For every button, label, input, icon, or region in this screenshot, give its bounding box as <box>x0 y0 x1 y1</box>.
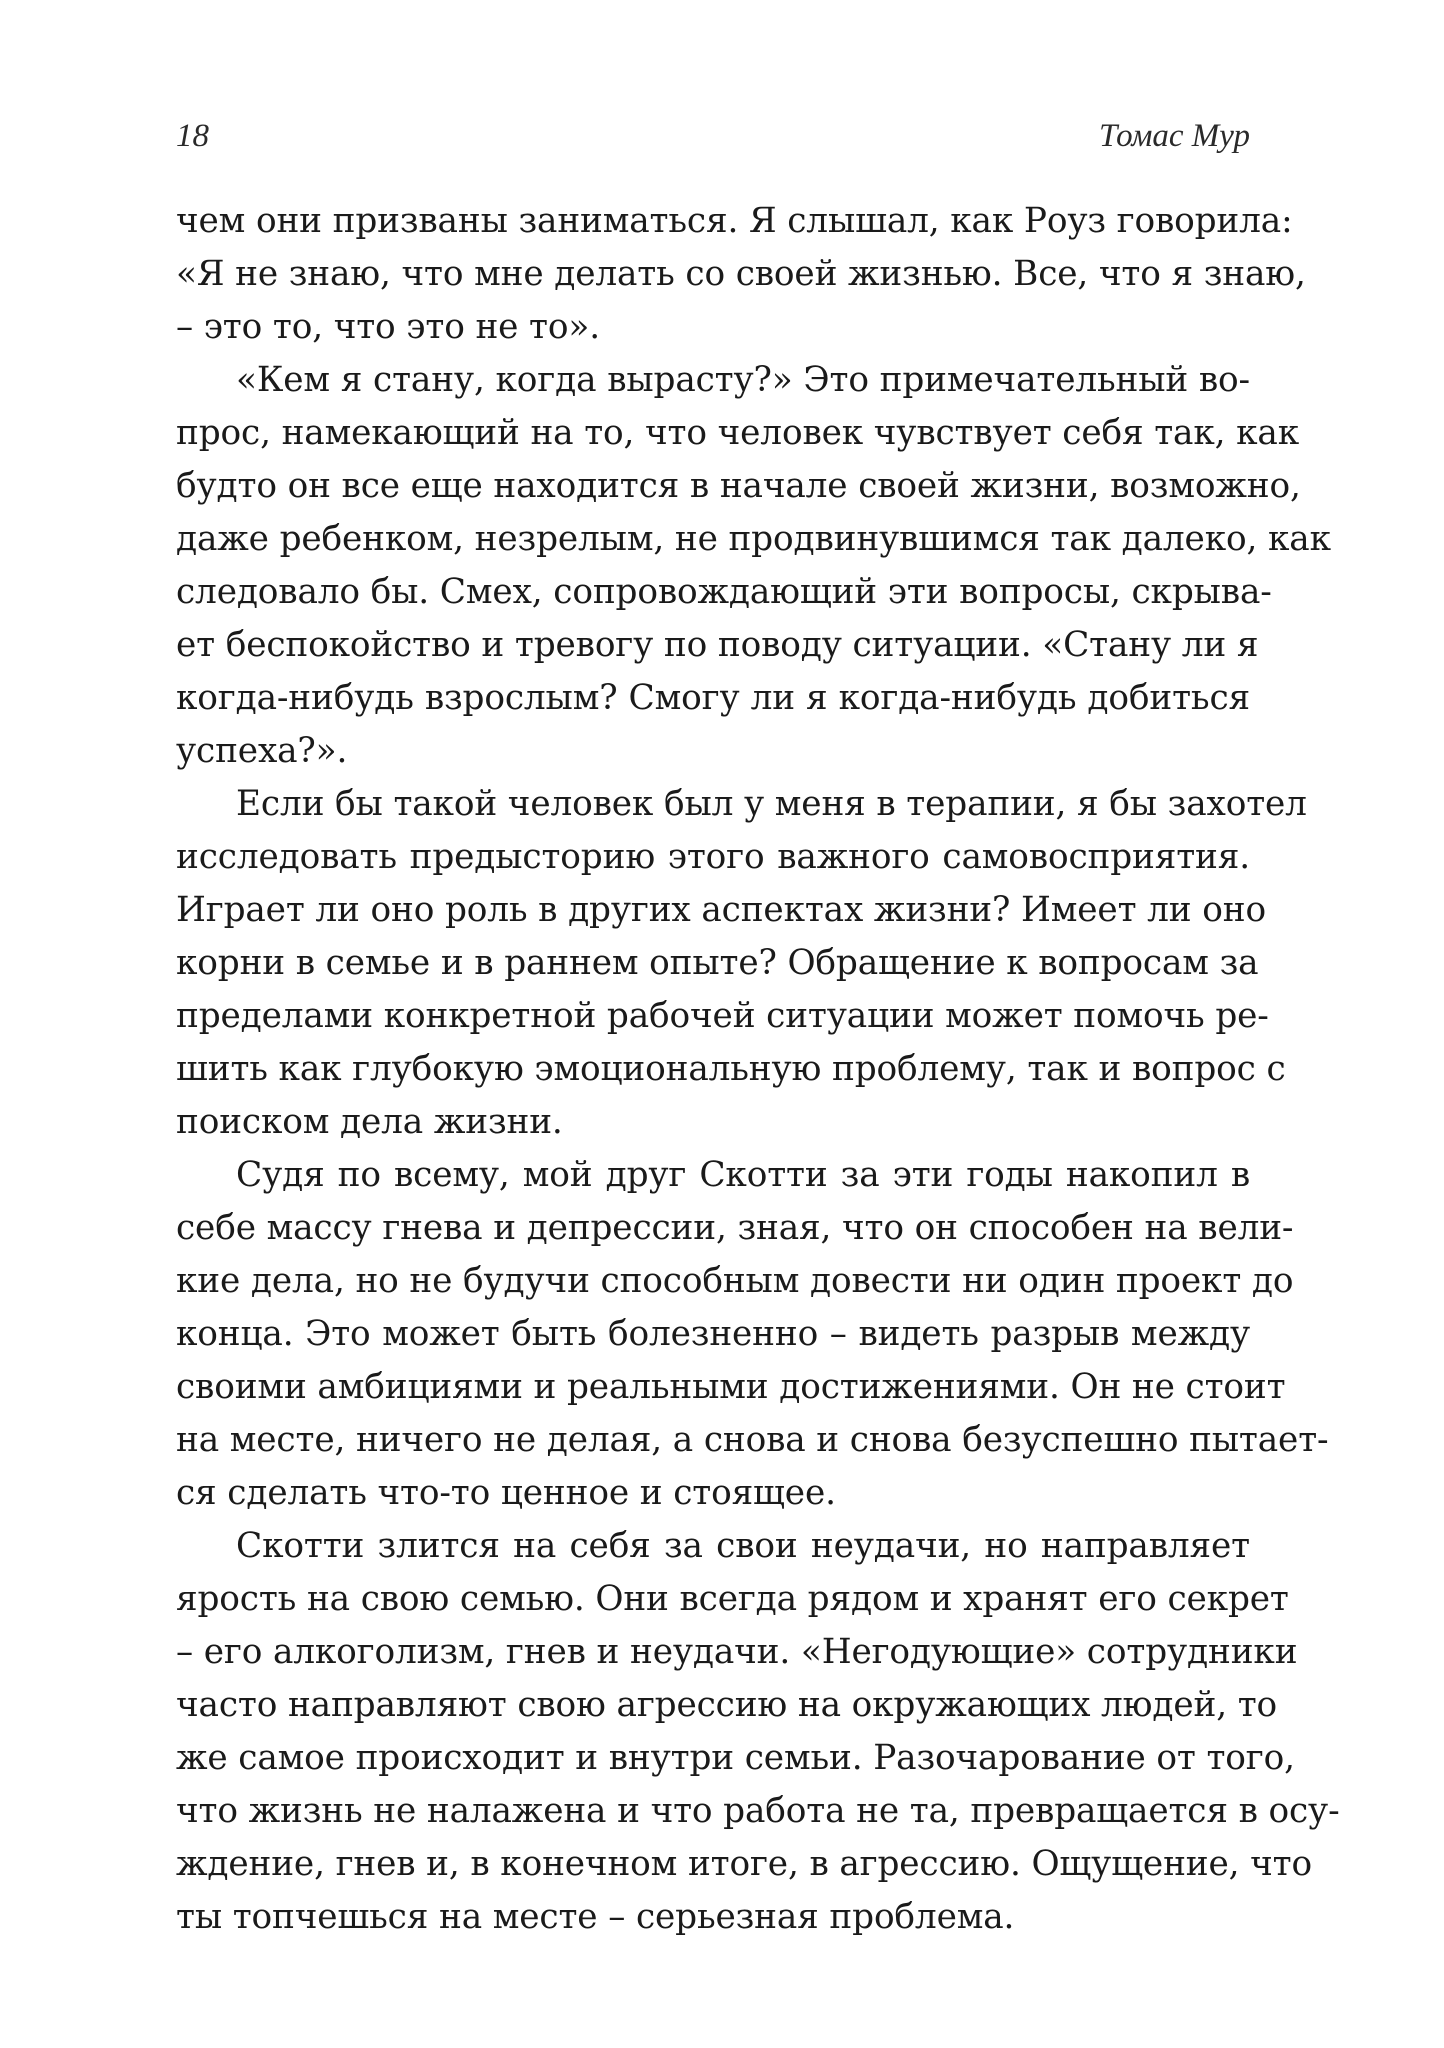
text-line: что жизнь не налажена и что работа не та, превращается в осу- <box>176 1791 1340 1831</box>
text-line: корни в семье и в раннем опыте? Обращение к вопросам за <box>176 943 1259 983</box>
text-line: когда-нибудь взрослым? Смогу ли я когда-нибудь добиться <box>176 678 1250 718</box>
text-line: конца. Это может быть болезненно – видеть разрыв между <box>176 1314 1250 1354</box>
text-line: ет беспокойство и тревогу по поводу ситуации. «Стану ли я <box>176 625 1259 665</box>
text-line: – его алкоголизм, гнев и неудачи. «Негодующие» сотрудники <box>176 1632 1298 1672</box>
text-line: «Я не знаю, что мне делать со своей жизнью. Все, что я знаю, <box>176 254 1306 294</box>
text-line: Судя по всему, мой друг Скотти за эти годы накопил в <box>236 1155 1250 1195</box>
text-line: «Кем я стану, когда вырасту?» Это примечательный во- <box>236 360 1250 400</box>
text-line: Играет ли оно роль в других аспектах жизни? Имеет ли оно <box>176 890 1266 930</box>
page-number: 18 <box>176 118 209 154</box>
running-head-author: Томас Мур <box>1098 118 1250 154</box>
body-text <box>176 195 1340 1944</box>
text-line: же самое происходит и внутри семьи. Разочарование от того, <box>176 1738 1295 1778</box>
text-line: поиском дела жизни. <box>176 1102 563 1142</box>
text-line: будто он все еще находится в начале своей жизни, возможно, <box>176 466 1301 506</box>
text-line: Если бы такой человек был у меня в терапии, я бы захотел <box>236 784 1307 824</box>
text-line: ждение, гнев и, в конечном итоге, в агрессию. Ощущение, что <box>176 1844 1312 1884</box>
text-line: прос, намекающий на то, что человек чувствует себя так, как <box>176 413 1300 453</box>
text-line: своими амбициями и реальными достижениями. Он не стоит <box>176 1367 1286 1407</box>
text-line: чем они призваны заниматься. Я слышал, как Роуз говорила: <box>176 201 1293 241</box>
text-line: пределами конкретной рабочей ситуации может помочь ре- <box>176 996 1269 1036</box>
text-line: – это то, что это не то». <box>176 307 600 347</box>
text-line: исследовать предысторию этого важного самовосприятия. <box>176 837 1250 877</box>
text-line: ты топчешься на месте – серьезная проблема. <box>176 1897 1015 1937</box>
text-line: ся сделать что-то ценное и стоящее. <box>176 1473 836 1513</box>
text-line: следовало бы. Смех, сопровождающий эти вопросы, скрыва- <box>176 572 1272 612</box>
text-line: даже ребенком, незрелым, не продвинувшимся так далеко, как <box>176 519 1331 559</box>
running-head <box>176 118 1250 164</box>
text-line: себе массу гнева и депрессии, зная, что он способен на вели- <box>176 1208 1294 1248</box>
text-line: ярость на свою семью. Они всегда рядом и хранят его секрет <box>176 1579 1289 1619</box>
text-line: успеха?». <box>176 731 348 771</box>
text-line: Скотти злится на себя за свои неудачи, но направляет <box>236 1526 1250 1566</box>
text-line: шить как глубокую эмоциональную проблему, так и вопрос с <box>176 1049 1286 1089</box>
text-line: часто направляют свою агрессию на окружающих людей, то <box>176 1685 1278 1725</box>
text-line: на месте, ничего не делая, а снова и снова безуспешно пытает- <box>176 1420 1329 1460</box>
text-line: кие дела, но не будучи способным довести ни один проект до <box>176 1261 1294 1301</box>
